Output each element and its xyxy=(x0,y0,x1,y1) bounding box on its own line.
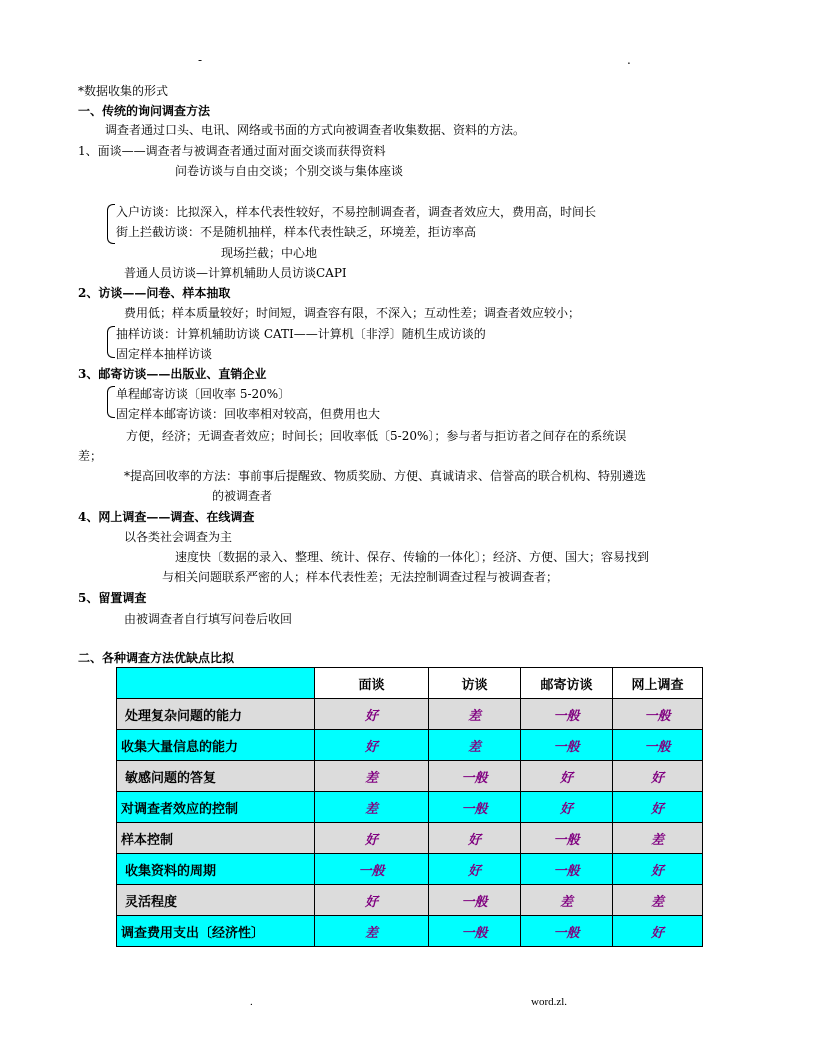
item3-brace-line2: 固定样本邮寄访谈：回收率相对较高，但费用也大 xyxy=(116,407,381,421)
footer-text: word.zl. xyxy=(531,996,568,1008)
item1-sub3: 普通人员访谈—计算机辅助人员访谈CAPI xyxy=(124,266,347,280)
header-left-mark: - xyxy=(198,53,203,67)
table-cell: 好 xyxy=(315,823,429,854)
item5-heading: 5、留置调查 xyxy=(78,591,147,605)
table-row xyxy=(117,823,703,854)
table-cell: 好 xyxy=(613,916,703,947)
table-cell: 差 xyxy=(521,885,613,916)
header-right-mark: . xyxy=(627,53,631,67)
table-cell: 一般 xyxy=(429,916,521,947)
table-cell: 好 xyxy=(315,885,429,916)
table-row-label: 对调查者效应的控制 xyxy=(117,792,315,823)
item5-desc: 由被调查者自行填写问卷后收回 xyxy=(124,612,293,626)
table-cell: 差 xyxy=(429,730,521,761)
section2-heading: 二、各种调查方法优缺点比拟 xyxy=(78,651,235,665)
table-row-label: 调查费用支出〔经济性〕 xyxy=(117,916,315,947)
table-cell: 一般 xyxy=(315,854,429,885)
item4-desc2: 与相关问题联系严密的人；样本代表性差；无法控制调查过程与被调查者； xyxy=(162,570,559,584)
table-row xyxy=(117,761,703,792)
table-row xyxy=(117,730,703,761)
item2-heading: 2、访谈——问卷、样本抽取 xyxy=(78,286,231,300)
item1-brace-line2: 街上拦截访谈：不是随机抽样，样本代表性缺乏，环境差，拒访率高 xyxy=(116,225,477,239)
item3-heading: 3、邮寄访谈——出版业、直销企业 xyxy=(78,367,267,381)
footer-left-mark: . xyxy=(250,996,253,1008)
table-cell: 一般 xyxy=(429,792,521,823)
table-cell: 一般 xyxy=(613,699,703,730)
table-row-label: 处理复杂问题的能力 xyxy=(117,699,315,730)
table-cell: 一般 xyxy=(429,761,521,792)
doc-title-line: *数据收集的形式 xyxy=(78,84,169,98)
item1-brace xyxy=(107,204,115,244)
table-row-label: 收集大量信息的能力 xyxy=(117,730,315,761)
item4-heading: 4、网上调查——调查、在线调查 xyxy=(78,510,255,524)
table-cell: 差 xyxy=(315,792,429,823)
table-cell: 一般 xyxy=(429,885,521,916)
comparison-table xyxy=(116,667,703,947)
item3-brace xyxy=(107,386,115,418)
table-cell: 一般 xyxy=(613,730,703,761)
table-cell: 差 xyxy=(613,823,703,854)
table-cell: 一般 xyxy=(521,854,613,885)
table-row-label: 灵活程度 xyxy=(117,885,315,916)
item3-desc1: 方便，经济；无调查者效应；时间长；回收率低〔5-20%〕；参与者与拒访者之间存在的系统误 xyxy=(126,429,627,443)
section1-intro: 调查者通过口头、电讯、网络或书面的方式向被调查者收集数据、资料的方法。 xyxy=(105,123,526,137)
table-cell: 好 xyxy=(613,854,703,885)
table-cell: 好 xyxy=(613,792,703,823)
table-cell: 好 xyxy=(429,823,521,854)
table-row-label: 样本控制 xyxy=(117,823,315,854)
item3-tip1: *提高回收率的方法：事前事后提醒致、物质奖励、方便、真诚请求、信誉高的联合机构、特别遴选 xyxy=(124,469,647,483)
table-header-cell: 网上调查 xyxy=(613,668,703,699)
table-row xyxy=(117,792,703,823)
item3-brace-line1: 单程邮寄访谈〔回收率 5-20%〕 xyxy=(116,387,291,401)
table-cell: 差 xyxy=(429,699,521,730)
item2-brace-line2: 固定样本抽样访谈 xyxy=(116,347,213,361)
table-cell: 好 xyxy=(521,761,613,792)
item3-desc2: 差； xyxy=(78,449,103,463)
table-cell: 一般 xyxy=(521,699,613,730)
item1-sub2: 现场拦截；中心地 xyxy=(221,246,318,260)
table-cell: 好 xyxy=(521,792,613,823)
item4-desc1: 速度快〔数据的录入、整理、统计、保存、传输的一体化〕；经济、方便、国大；容易找到 xyxy=(175,550,650,564)
item4-sub: 以各类社会调查为主 xyxy=(124,530,233,544)
item2-brace xyxy=(107,326,115,358)
table-row xyxy=(117,699,703,730)
table-row xyxy=(117,916,703,947)
item2-brace-line1: 抽样访谈：计算机辅助访谈 CATI——计算机〔非浮〕随机生成访谈的 xyxy=(116,327,486,341)
table-row xyxy=(117,885,703,916)
table-row-label: 收集资料的周期 xyxy=(117,854,315,885)
item1-sub: 问卷访谈与自由交谈；个别交谈与集体座谈 xyxy=(175,164,404,178)
table-cell: 差 xyxy=(315,761,429,792)
table-row-label: 敏感问题的答复 xyxy=(117,761,315,792)
table-cell: 好 xyxy=(315,730,429,761)
table-cell: 好 xyxy=(315,699,429,730)
section1-heading: 一、传统的询问调查方法 xyxy=(78,104,211,118)
table-cell: 差 xyxy=(315,916,429,947)
table-row xyxy=(117,854,703,885)
item1-heading: 1、面谈——调查者与被调查者通过面对面交谈而获得资料 xyxy=(78,144,386,158)
table-header-row xyxy=(117,668,703,699)
item1-brace-line1: 入户访谈：比拟深入，样本代表性较好，不易控制调查者，调查者效应大，费用高，时间长 xyxy=(116,205,597,219)
table-header-cell: 邮寄访谈 xyxy=(521,668,613,699)
table-header-cell: 访谈 xyxy=(429,668,521,699)
table-cell: 一般 xyxy=(521,916,613,947)
table-cell: 差 xyxy=(613,885,703,916)
table-cell: 一般 xyxy=(521,730,613,761)
table-cell: 好 xyxy=(613,761,703,792)
item2-desc: 费用低；样本质量较好；时间短，调查容有限，不深入；互动性差；调查者效应较小； xyxy=(124,306,581,320)
table-cell: 好 xyxy=(429,854,521,885)
item3-tip2: 的被调查者 xyxy=(212,489,273,503)
table-header-cell: 面谈 xyxy=(315,668,429,699)
table-cell: 一般 xyxy=(521,823,613,854)
table-header-corner xyxy=(117,668,315,699)
